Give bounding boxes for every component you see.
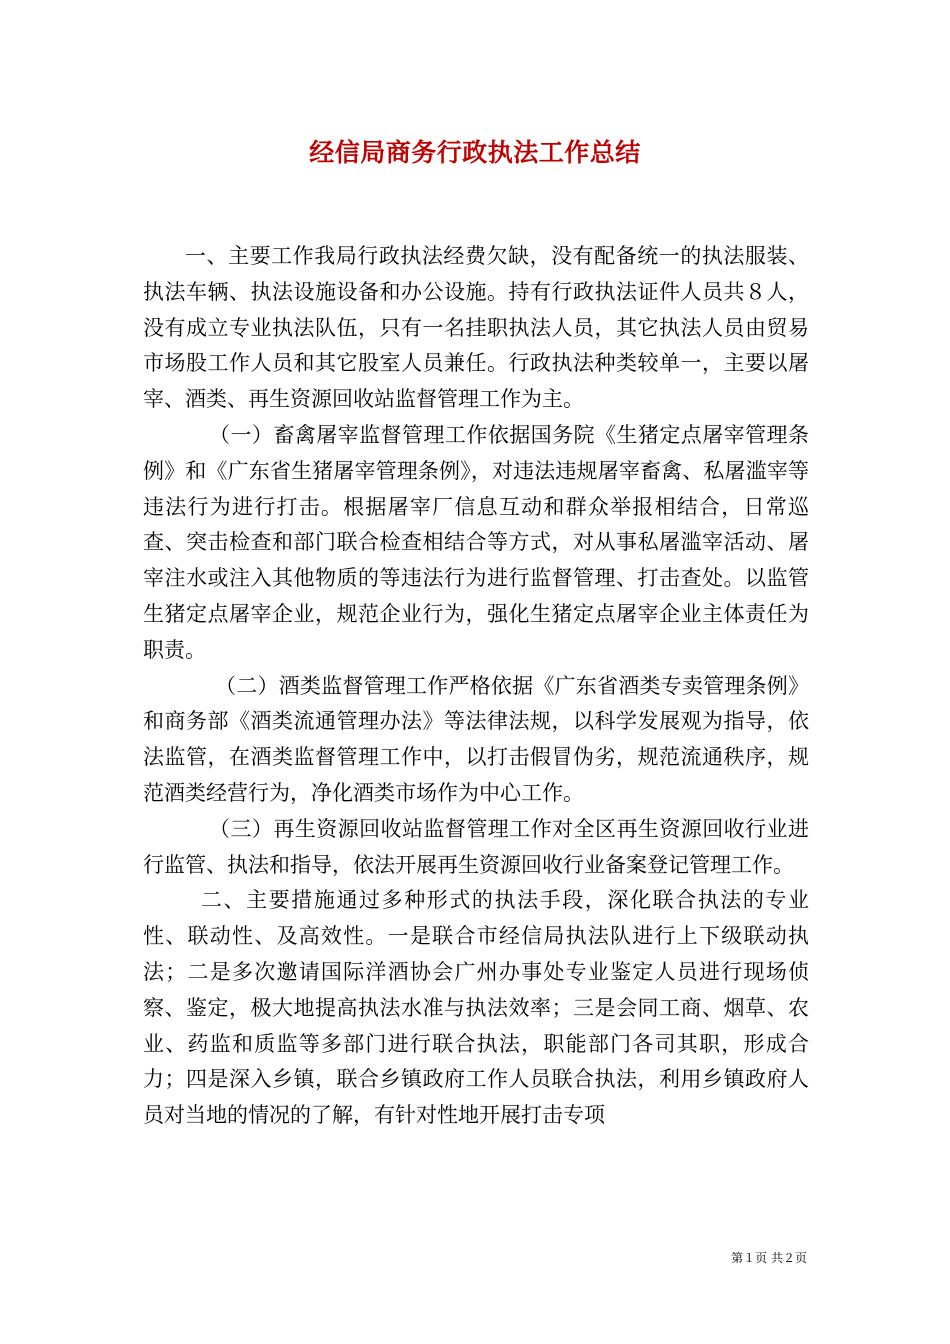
page-number: 第１页 共２页 (731, 1251, 807, 1265)
paragraph-main-measures: 二、主要措施通过多种形式的执法手段，深化联合执法的专业性、联动性、及高效性。一是联合市经信局执法队进行上下级联动执法；二是多次邀请国际洋酒协会广州办事处专业鉴定人员进行现场侦察、鉴定，极大地提高执法水准与执法效率；三是会同工商、烟草、农业、药监和质监等多部门进行联合执法，职能部门各司其职，形成合力；四是深入乡镇，联合乡镇政府工作人员联合执法，利用乡镇政府人员对当地的情况的了解，有针对性地开展打击专项 (143, 888, 809, 1128)
paragraph-recycling-supervision: （三）再生资源回收站监督管理工作对全区再生资源回收行业进行监管、执法和指导，依法开展再生资源回收行业备案登记管理工作。 (143, 816, 809, 877)
paragraph-slaughter-supervision: （一）畜禽屠宰监督管理工作依据国务院《生猪定点屠宰管理条例》和《广东省生猪屠宰管理条例》，对违法违规屠宰畜禽、私屠滥宰等违法行为进行打击。根据屠宰厂信息互动和群众举报相结合，日常巡查、突击检查和部门联合检查相结合等方式，对从事私屠滥宰活动、屠宰注水或注入其他物质的等违法行为进行监督管理、打击查处。以监管生猪定点屠宰企业，规范企业行为，强化生猪定点屠宰企业主体责任为职责。 (143, 422, 809, 662)
paragraph-liquor-supervision: （二）酒类监督管理工作严格依据《广东省酒类专卖管理条例》和商务部《酒类流通管理办法》等法律法规，以科学发展观为指导，依法监管，在酒类监督管理工作中，以打击假冒伪劣，规范流通秩序，规范酒类经营行为，净化酒类市场作为中心工作。 (143, 673, 809, 805)
document-body (143, 239, 809, 1134)
paragraph-main-work: 一、主要工作我局行政执法经费欠缺，没有配备统一的执法服装、执法车辆、执法设施设备和办公设施。持有行政执法证件人员共８人，没有成立专业执法队伍，只有一名挂职执法人员，其它执法人员由贸易市场股工作人员和其它股室人员兼任。行政执法种类较单一，主要以屠宰、酒类、再生资源回收站监督管理工作为主。 (143, 244, 809, 412)
document-title: 经信局商务行政执法工作总结 (309, 138, 641, 167)
